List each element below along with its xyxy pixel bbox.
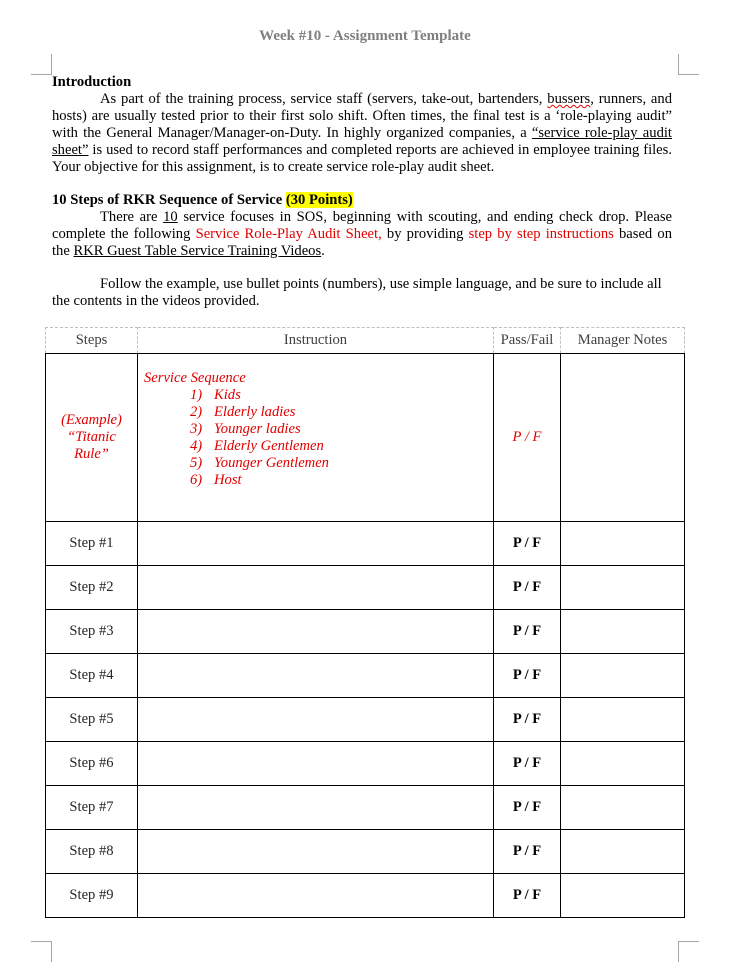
pass-fail-cell[interactable]: P / F [494,610,561,654]
example-pass-fail-cell[interactable]: P / F [494,354,561,522]
page-header-title: Week #10 - Assignment Template [259,28,471,44]
manager-notes-cell[interactable] [561,786,685,830]
example-notes-cell[interactable] [561,354,685,522]
instruction-cell[interactable] [138,874,494,918]
instruction-cell[interactable] [138,522,494,566]
pass-fail-cell[interactable]: P / F [494,874,561,918]
pass-fail-cell[interactable]: P / F [494,654,561,698]
manager-notes-cell[interactable] [561,522,685,566]
table-row [46,566,685,610]
table-row [46,742,685,786]
header-steps: Steps [46,328,138,354]
instruction-cell[interactable] [138,786,494,830]
list-item: 3) Younger ladies [190,421,301,437]
table-row [46,654,685,698]
list-item: 6) Host [190,472,242,488]
step-label: Step #1 [46,522,138,566]
list-item: 4) Elderly Gentlemen [190,438,324,454]
step-label: Step #2 [46,566,138,610]
manager-notes-cell[interactable] [561,654,685,698]
header-manager-notes: Manager Notes [561,328,685,354]
instruction-cell[interactable] [138,654,494,698]
manager-notes-cell[interactable] [561,566,685,610]
manager-notes-cell[interactable] [561,874,685,918]
example-step-cell: (Example) “Titanic Rule” [46,354,138,522]
step-label: Step #7 [46,786,138,830]
introduction-heading: Introduction [52,74,132,90]
manager-notes-cell[interactable] [561,742,685,786]
header-pass-fail: Pass/Fail [494,328,561,354]
header-instruction: Instruction [138,328,494,354]
list-item: 1) Kids [190,387,241,403]
service-sequence-list [144,387,493,489]
pass-fail-cell[interactable]: P / F [494,742,561,786]
step-label: Step #8 [46,830,138,874]
table-row [46,698,685,742]
step-label: Step #9 [46,874,138,918]
step-label: Step #3 [46,610,138,654]
introduction-paragraph: As part of the training process, service staff (servers, take-out, bartenders, bussers, runners, and hosts) are usually tested prior to their first solo shift. Often times, the final test is a ‘role-playing audit” with the General Manager/Manager-on-Duty. In highly organized companies, a “service role-play audit sheet” is used to record staff performances and completed reports are achieved in employee training files. Your objective for this assignment, is to create service role-play audit sheet. [52,91,672,175]
service-sequence-title: Service Sequence [144,370,246,386]
audit-sheet-table [45,327,685,918]
pass-fail-cell[interactable]: P / F [494,786,561,830]
table-row [46,786,685,830]
manager-notes-cell[interactable] [561,698,685,742]
document-body [52,74,672,310]
crop-mark-top-right [678,54,699,75]
crop-mark-bottom-left [31,941,52,962]
step-label: Step #4 [46,654,138,698]
steps-paragraph: There are 10 service focuses in SOS, beginning with scouting, and ending check drop. Please complete the following Service Role-Play Audit Sheet, by providing step by step instructions based on the RKR Guest Table Service Training Videos. [52,209,673,259]
step-label: Step #6 [46,742,138,786]
instruction-cell[interactable] [138,610,494,654]
pass-fail-cell[interactable]: P / F [494,566,561,610]
points-badge: (30 Points) [285,192,353,208]
table-row [46,830,685,874]
instruction-cell[interactable] [138,830,494,874]
manager-notes-cell[interactable] [561,610,685,654]
pass-fail-cell[interactable]: P / F [494,698,561,742]
table-row [46,610,685,654]
steps-heading: 10 Steps of RKR Sequence of Service (30 Points) [52,192,353,208]
list-item: 5) Younger Gentlemen [190,455,329,471]
example-instruction-cell[interactable] [138,354,494,522]
list-item: 2) Elderly ladies [190,404,296,420]
table-row [46,874,685,918]
instruction-cell[interactable] [138,742,494,786]
table-header-row [46,328,685,354]
instruction-cell[interactable] [138,698,494,742]
follow-example-paragraph: Follow the example, use bullet points (numbers), use simple language, and be sure to include all the contents in the videos provided. [52,276,662,309]
pass-fail-cell[interactable]: P / F [494,522,561,566]
crop-mark-bottom-right [678,941,699,962]
instruction-cell[interactable] [138,566,494,610]
example-row [46,354,685,522]
pass-fail-cell[interactable]: P / F [494,830,561,874]
table-row [46,522,685,566]
crop-mark-top-left [31,54,52,75]
manager-notes-cell[interactable] [561,830,685,874]
step-label: Step #5 [46,698,138,742]
